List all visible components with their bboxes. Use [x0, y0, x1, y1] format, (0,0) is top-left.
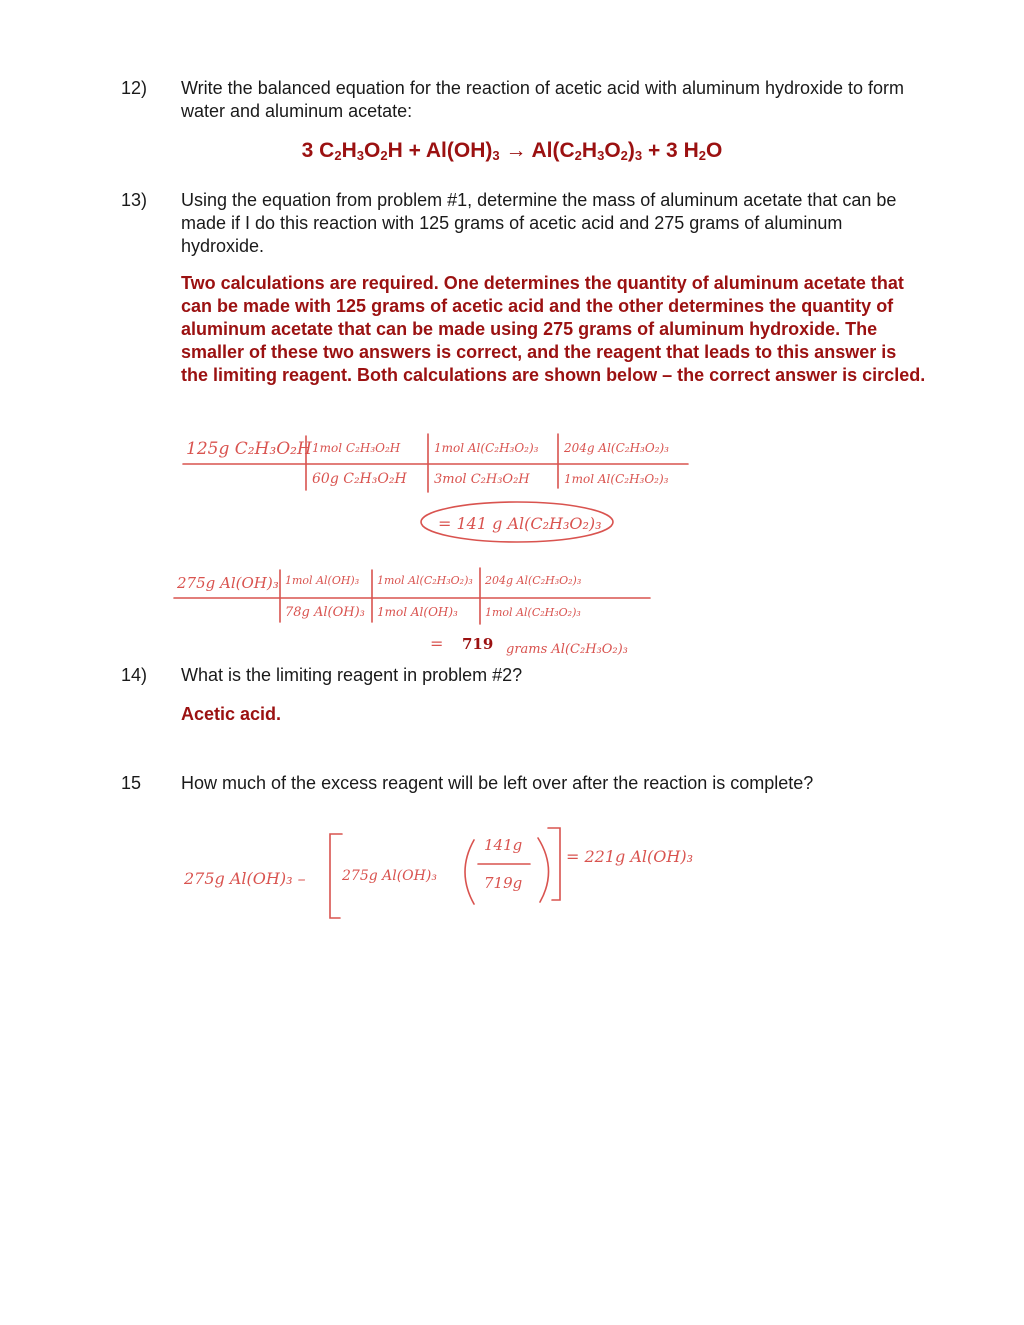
arrow-icon: →: [499, 139, 532, 162]
calc2-factor2-top: 1mol Al(C₂H₃O₂)₃: [377, 574, 473, 587]
left-paren: [465, 840, 474, 904]
calc2-factor1-bottom: 78g Al(OH)₃: [285, 605, 365, 620]
question-text: Write the balanced equation for the reaction of acetic acid with aluminum hydroxide to form water and aluminum acetate:: [181, 78, 905, 121]
calc1-factor2-top: 1mol Al(C₂H₃O₂)₃: [434, 441, 539, 455]
calc1-start: 125g C₂H₃O₂H: [186, 439, 312, 459]
calc1-result: = 141 g Al(C₂H₃O₂)₃: [438, 514, 602, 533]
handwritten-calculation-3: [182, 812, 712, 927]
calc3-fraction-bottom: 719g: [484, 874, 523, 892]
handwritten-calculation-2: [172, 562, 672, 658]
calc2-result-value: 719: [462, 635, 494, 653]
answer-text: Acetic acid.: [181, 704, 282, 724]
question-number: 14): [121, 665, 148, 685]
right-paren: [538, 838, 549, 902]
balanced-equation: 3 $C_2H_3O_2H + Al(OH)_3 \to Al(C_2H_3O_2)_3 + 3$ $H_2O$: [301, 139, 723, 163]
question-number: 15: [121, 773, 142, 793]
calc3-fraction-top: 141g: [484, 836, 523, 854]
calc1-factor1-bottom: 60g C₂H₃O₂H: [312, 471, 407, 487]
calc2-factor3-bottom: 1mol Al(C₂H₃O₂)₃: [485, 606, 581, 619]
calc2-factor3-top: 204g Al(C₂H₃O₂)₃: [485, 574, 582, 587]
calc3-inner: 275g Al(OH)₃: [342, 868, 437, 884]
question-text: Using the equation from problem #1, determine the mass of aluminum acetate that can be made if I do this reaction with 125 grams of acetic acid and 275 grams of aluminum hydroxide.: [181, 190, 897, 256]
question-number: 12): [121, 78, 148, 98]
calc1-factor3-bottom: 1mol Al(C₂H₃O₂)₃: [564, 472, 669, 486]
calc2-factor1-top: 1mol Al(OH)₃: [285, 574, 360, 587]
question-number: 13): [121, 190, 148, 210]
calc2-factor2-bottom: 1mol Al(OH)₃: [377, 605, 458, 619]
right-bracket: [548, 828, 560, 900]
answer-text: Two calculations are required. One determines the quantity of aluminum acetate that can be made with 125 grams of acetic acid and the other determines the quantity of aluminum acetate that can be made using 275 grams of aluminum hydroxide. The smaller of these two answers is correct, and the reagent that leads to this answer is the limiting reagent. Both calculations are shown below – the correct answer is circled.: [181, 273, 926, 385]
calc2-result-units: grams Al(C₂H₃O₂)₃: [506, 642, 628, 657]
calc2-start: 275g Al(OH)₃: [177, 574, 279, 592]
left-bracket: [330, 834, 342, 918]
calc3-result: = 221g Al(OH)₃: [566, 847, 693, 866]
question-text: How much of the excess reagent will be left over after the reaction is complete?: [181, 773, 814, 793]
handwritten-calculation-1: [178, 428, 708, 553]
calc3-left: 275g Al(OH)₃ –: [184, 869, 306, 888]
calc1-factor1-top: 1mol C₂H₃O₂H: [312, 441, 401, 455]
calc1-factor2-bottom: 3mol C₂H₃O₂H: [434, 472, 530, 487]
question-text: What is the limiting reagent in problem #2?: [181, 665, 523, 685]
calc2-result-equals: =: [430, 634, 444, 653]
calc1-factor3-top: 204g Al(C₂H₃O₂)₃: [564, 441, 669, 455]
